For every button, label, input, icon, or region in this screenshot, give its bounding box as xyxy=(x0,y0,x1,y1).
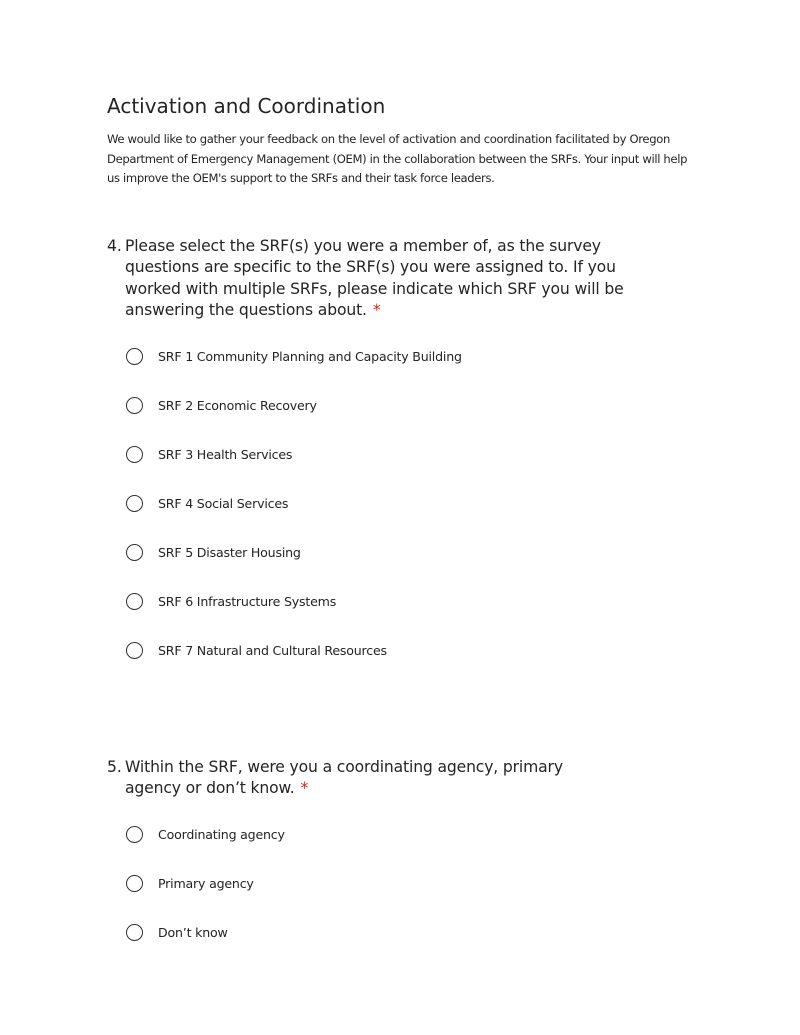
radio-option-srf-1[interactable] xyxy=(126,345,462,367)
radio-button[interactable] xyxy=(126,875,143,892)
option-label: SRF 4 Social Services xyxy=(158,495,289,511)
option-label: Primary agency xyxy=(158,875,254,891)
option-label: SRF 1 Community Planning and Capacity Building xyxy=(158,348,462,364)
radio-option-srf-5[interactable] xyxy=(126,541,301,563)
radio-option-srf-3[interactable] xyxy=(126,443,292,465)
radio-option-dont-know[interactable] xyxy=(126,921,228,943)
radio-button[interactable] xyxy=(126,826,143,843)
option-label: Coordinating agency xyxy=(158,826,285,842)
option-label: Don’t know xyxy=(158,924,228,940)
radio-button[interactable] xyxy=(126,446,143,463)
radio-button[interactable] xyxy=(126,348,143,365)
question-text: Within the SRF, were you a coordinating agency, primary agency or don’t know. * xyxy=(125,758,563,798)
radio-option-primary-agency[interactable] xyxy=(126,872,254,894)
option-label: SRF 3 Health Services xyxy=(158,446,293,462)
radio-button[interactable] xyxy=(126,642,143,659)
question-text: Please select the SRF(s) you were a member of, as the survey questions are specific to the SRF(s) you were assigned to. If you worked with multiple SRFs, please indicate which SRF you will be answering the questions about. * xyxy=(125,237,624,320)
required-asterisk: * xyxy=(300,779,309,798)
radio-option-coordinating-agency[interactable] xyxy=(126,823,285,845)
option-label: SRF 6 Infrastructure Systems xyxy=(158,593,337,609)
required-asterisk: * xyxy=(372,301,381,320)
option-label: SRF 2 Economic Recovery xyxy=(158,397,317,413)
section-title: Activation and Coordination xyxy=(107,94,386,118)
radio-option-srf-7[interactable] xyxy=(126,639,387,661)
question-number: 4. xyxy=(107,237,122,255)
radio-button[interactable] xyxy=(126,924,143,941)
question-number: 5. xyxy=(107,758,122,776)
question-4 xyxy=(107,236,667,322)
radio-button[interactable] xyxy=(126,544,143,561)
question-5 xyxy=(107,757,577,800)
radio-option-srf-2[interactable] xyxy=(126,394,317,416)
option-label: SRF 7 Natural and Cultural Resources xyxy=(158,642,387,658)
radio-option-srf-6[interactable] xyxy=(126,590,336,612)
radio-button[interactable] xyxy=(126,397,143,414)
radio-button[interactable] xyxy=(126,593,143,610)
section-description: We would like to gather your feedback on the level of activation and coordination facilitated by Oregon Department of Emergency Management (OEM) in the collaboration between the SRFs. Your input will help us improve the OEM's support to the SRFs and their task force leaders. xyxy=(107,132,688,185)
radio-option-srf-4[interactable] xyxy=(126,492,288,514)
option-label: SRF 5 Disaster Housing xyxy=(158,544,301,560)
radio-button[interactable] xyxy=(126,495,143,512)
